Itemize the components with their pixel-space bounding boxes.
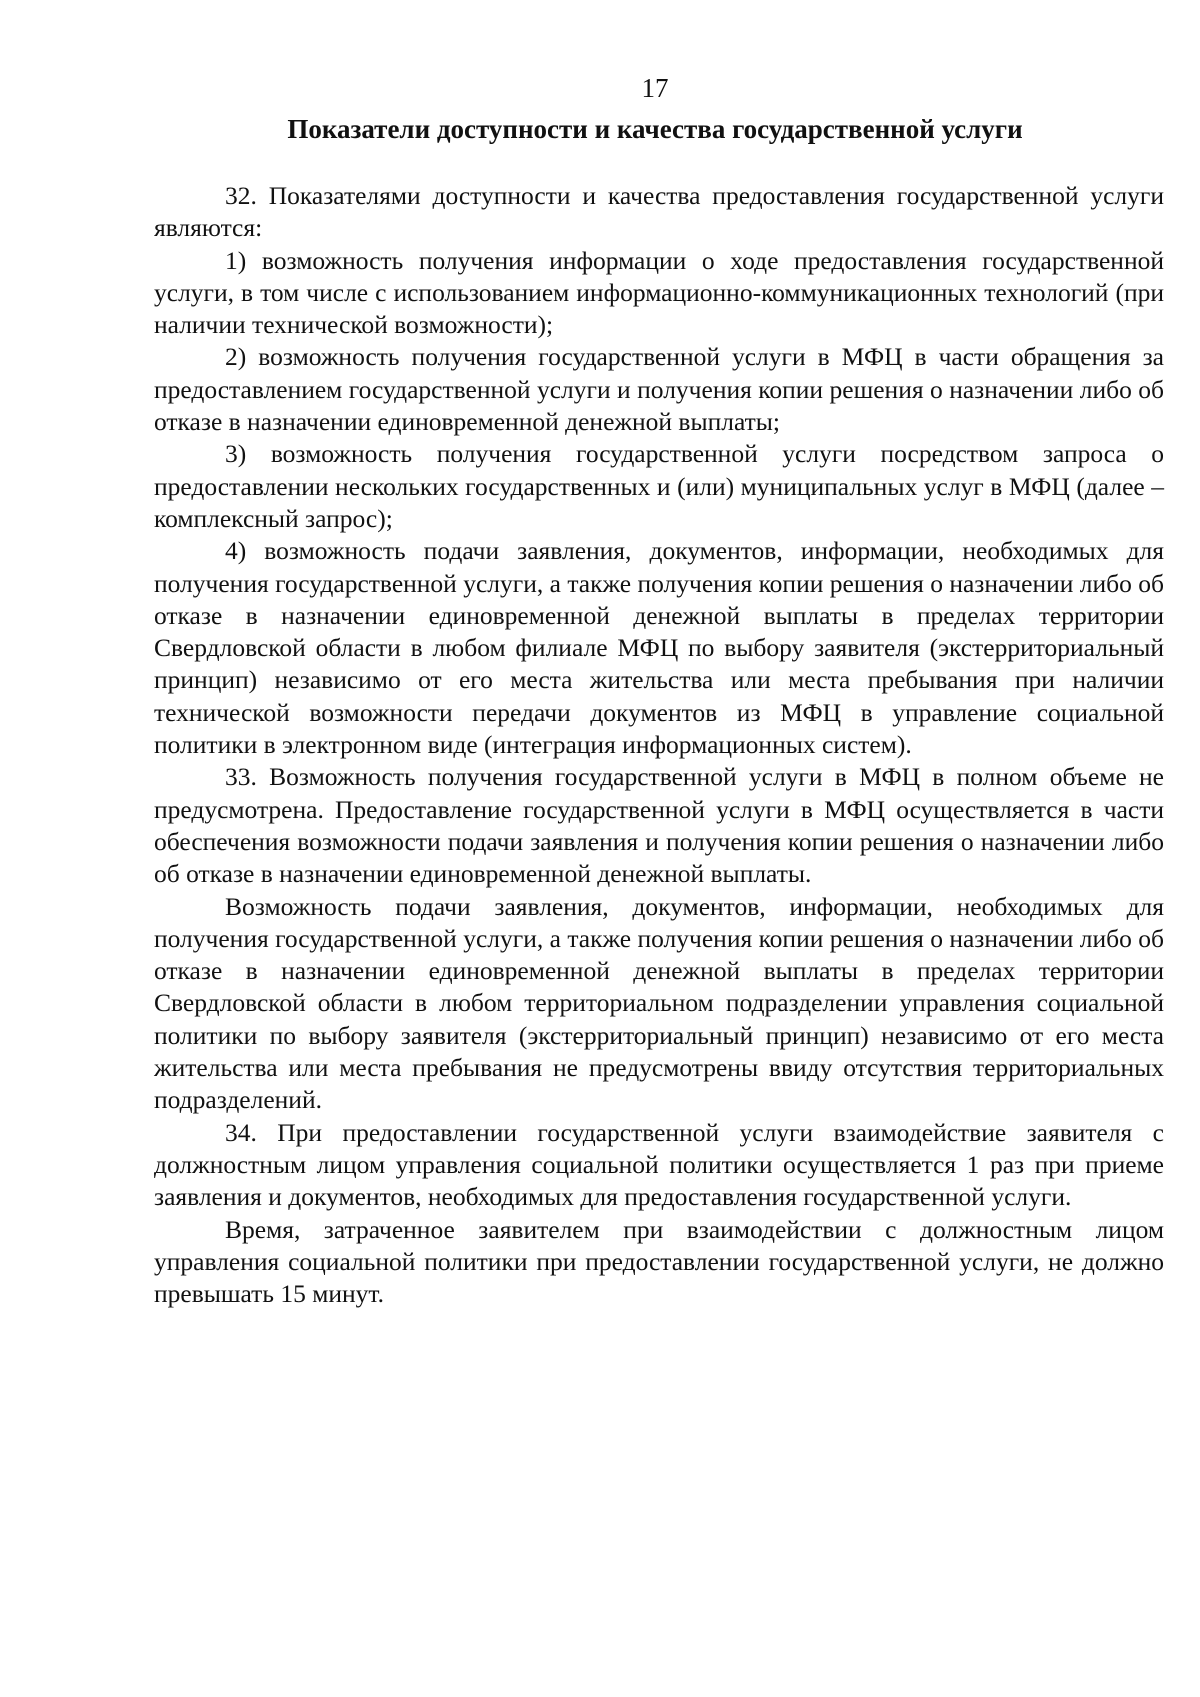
list-item-2: 2) возможность получения государственной услуги в МФЦ в части обращения за предоставлением государственной услуги и получения копии решения о назначении либо об отказе в назначении единовременной денежной выплаты;	[154, 342, 1164, 437]
page-number: 17	[641, 73, 669, 103]
paragraph-33-continued: Возможность подачи заявления, документов, информации, необходимых для получения государственной услуги, а также получения копии решения о назначении либо об отказе в назначении единовременной денежной выплаты в пределах территории Свердловской области в любом территориальном подразделении управления социальной политики по выбору заявителя (экстерриториальный принцип) независимо от его места жительства или места пребывания не предусмотрены ввиду отсутствия территориальных подразделений.	[154, 891, 1164, 1115]
section-title: Показатели доступности и качества государственной услуги	[287, 114, 1023, 144]
paragraph-32: 32. Показателями доступности и качества предоставления государственной услуги являются:	[154, 181, 1164, 243]
paragraph-33: 33. Возможность получения государственной услуги в МФЦ в полном объеме не предусмотрена. Предоставление государственной услуги в МФЦ осуществляется в части обеспечения возможности подачи заявления и получения копии решения о назначении либо об отказе в назначении единовременной денежной выплаты.	[154, 762, 1164, 889]
paragraph-34-continued: Время, затраченное заявителем при взаимодействии с должностным лицом управления социальной политики при предоставлении государственной услуги, не должно превышать 15 минут.	[154, 1214, 1164, 1309]
document-body	[154, 180, 1164, 1310]
list-item-3: 3) возможность получения государственной услуги посредством запроса о предоставлении нескольких государственных и (или) муниципальных услуг в МФЦ (далее – комплексный запрос);	[154, 439, 1164, 533]
list-item-1: 1) возможность получения информации о ходе предоставления государственной услуги, в том числе с использованием информационно-коммуникационных технологий (при наличии технической возможности);	[154, 245, 1164, 340]
list-item-4: 4) возможность подачи заявления, документов, информации, необходимых для получения государственной услуги, а также получения копии решения о назначении либо об отказе в назначении единовременной денежной выплаты в пределах территории Свердловской области в любом филиале МФЦ по выбору заявителя (экстерриториальный принцип) независимо от его места жительства или места пребывания при наличии технической возможности передачи документов из МФЦ в управление социальной политики в электронном виде (интеграция информационных систем).	[154, 536, 1164, 760]
paragraph-34: 34. При предоставлении государственной услуги взаимодействие заявителя с должностным лицом управления социальной политики осуществляется 1 раз при приеме заявления и документов, необходимых для предоставления государственной услуги.	[154, 1117, 1164, 1212]
